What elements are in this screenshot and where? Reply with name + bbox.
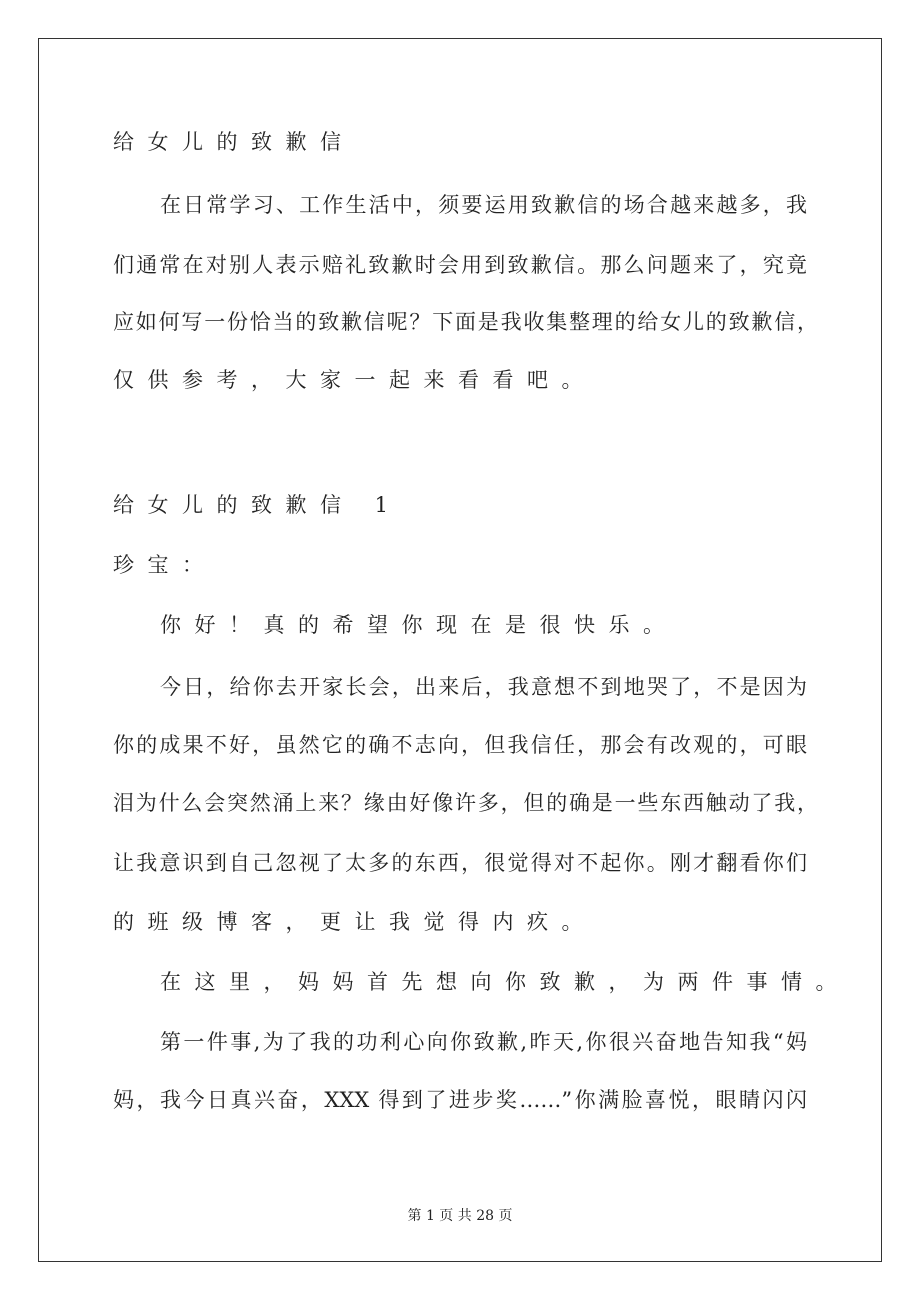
body-line: 今日，给你去开家长会，出来后，我意想不到地哭了，不是因为	[160, 675, 807, 699]
body-line: 第一件事,为了我的功利心向你致歉,昨天,你很兴奋地告知我“妈	[160, 1030, 807, 1054]
body-line: 你的成果不好，虽然它的确不志向，但我信任，那会有改观的，可眼	[113, 733, 807, 757]
body-line: 的班级博客，更让我觉得内疚。	[113, 910, 596, 934]
document-title: 给女儿的致歉信	[113, 130, 355, 154]
body-line: 让我意识到自己忽视了太多的东西，很觉得对不起你。刚才翻看你们	[113, 851, 807, 875]
page-footer: 第 1 页 共 28 页	[407, 1208, 513, 1224]
intro-line: 在日常学习、工作生活中，须要运用致歉信的场合越来越多，我	[160, 193, 807, 217]
salutation: 珍宝：	[113, 553, 217, 577]
page-border	[38, 38, 882, 1262]
body-line: 泪为什么会突然涌上来？缘由好像许多，但的确是一些东西触动了我，	[113, 791, 818, 815]
section-title: 给女儿的致歉信 1	[113, 493, 402, 517]
intro-line: 应如何写一份恰当的致歉信呢？下面是我收集整理的给女儿的致歉信，	[113, 310, 818, 334]
greeting: 你好！真的希望你现在是很快乐。	[160, 613, 678, 637]
body-line: 妈，我今日真兴奋，XXX 得到了进步奖……”你满脸喜悦，眼睛闪闪	[113, 1088, 807, 1112]
body-line: 在这里，妈妈首先想向你致歉，为两件事情。	[160, 970, 850, 994]
intro-line: 仅供参考，大家一起来看看吧。	[113, 368, 596, 392]
intro-line: 们通常在对别人表示赔礼致歉时会用到致歉信。那么问题来了，究竟	[113, 253, 807, 277]
